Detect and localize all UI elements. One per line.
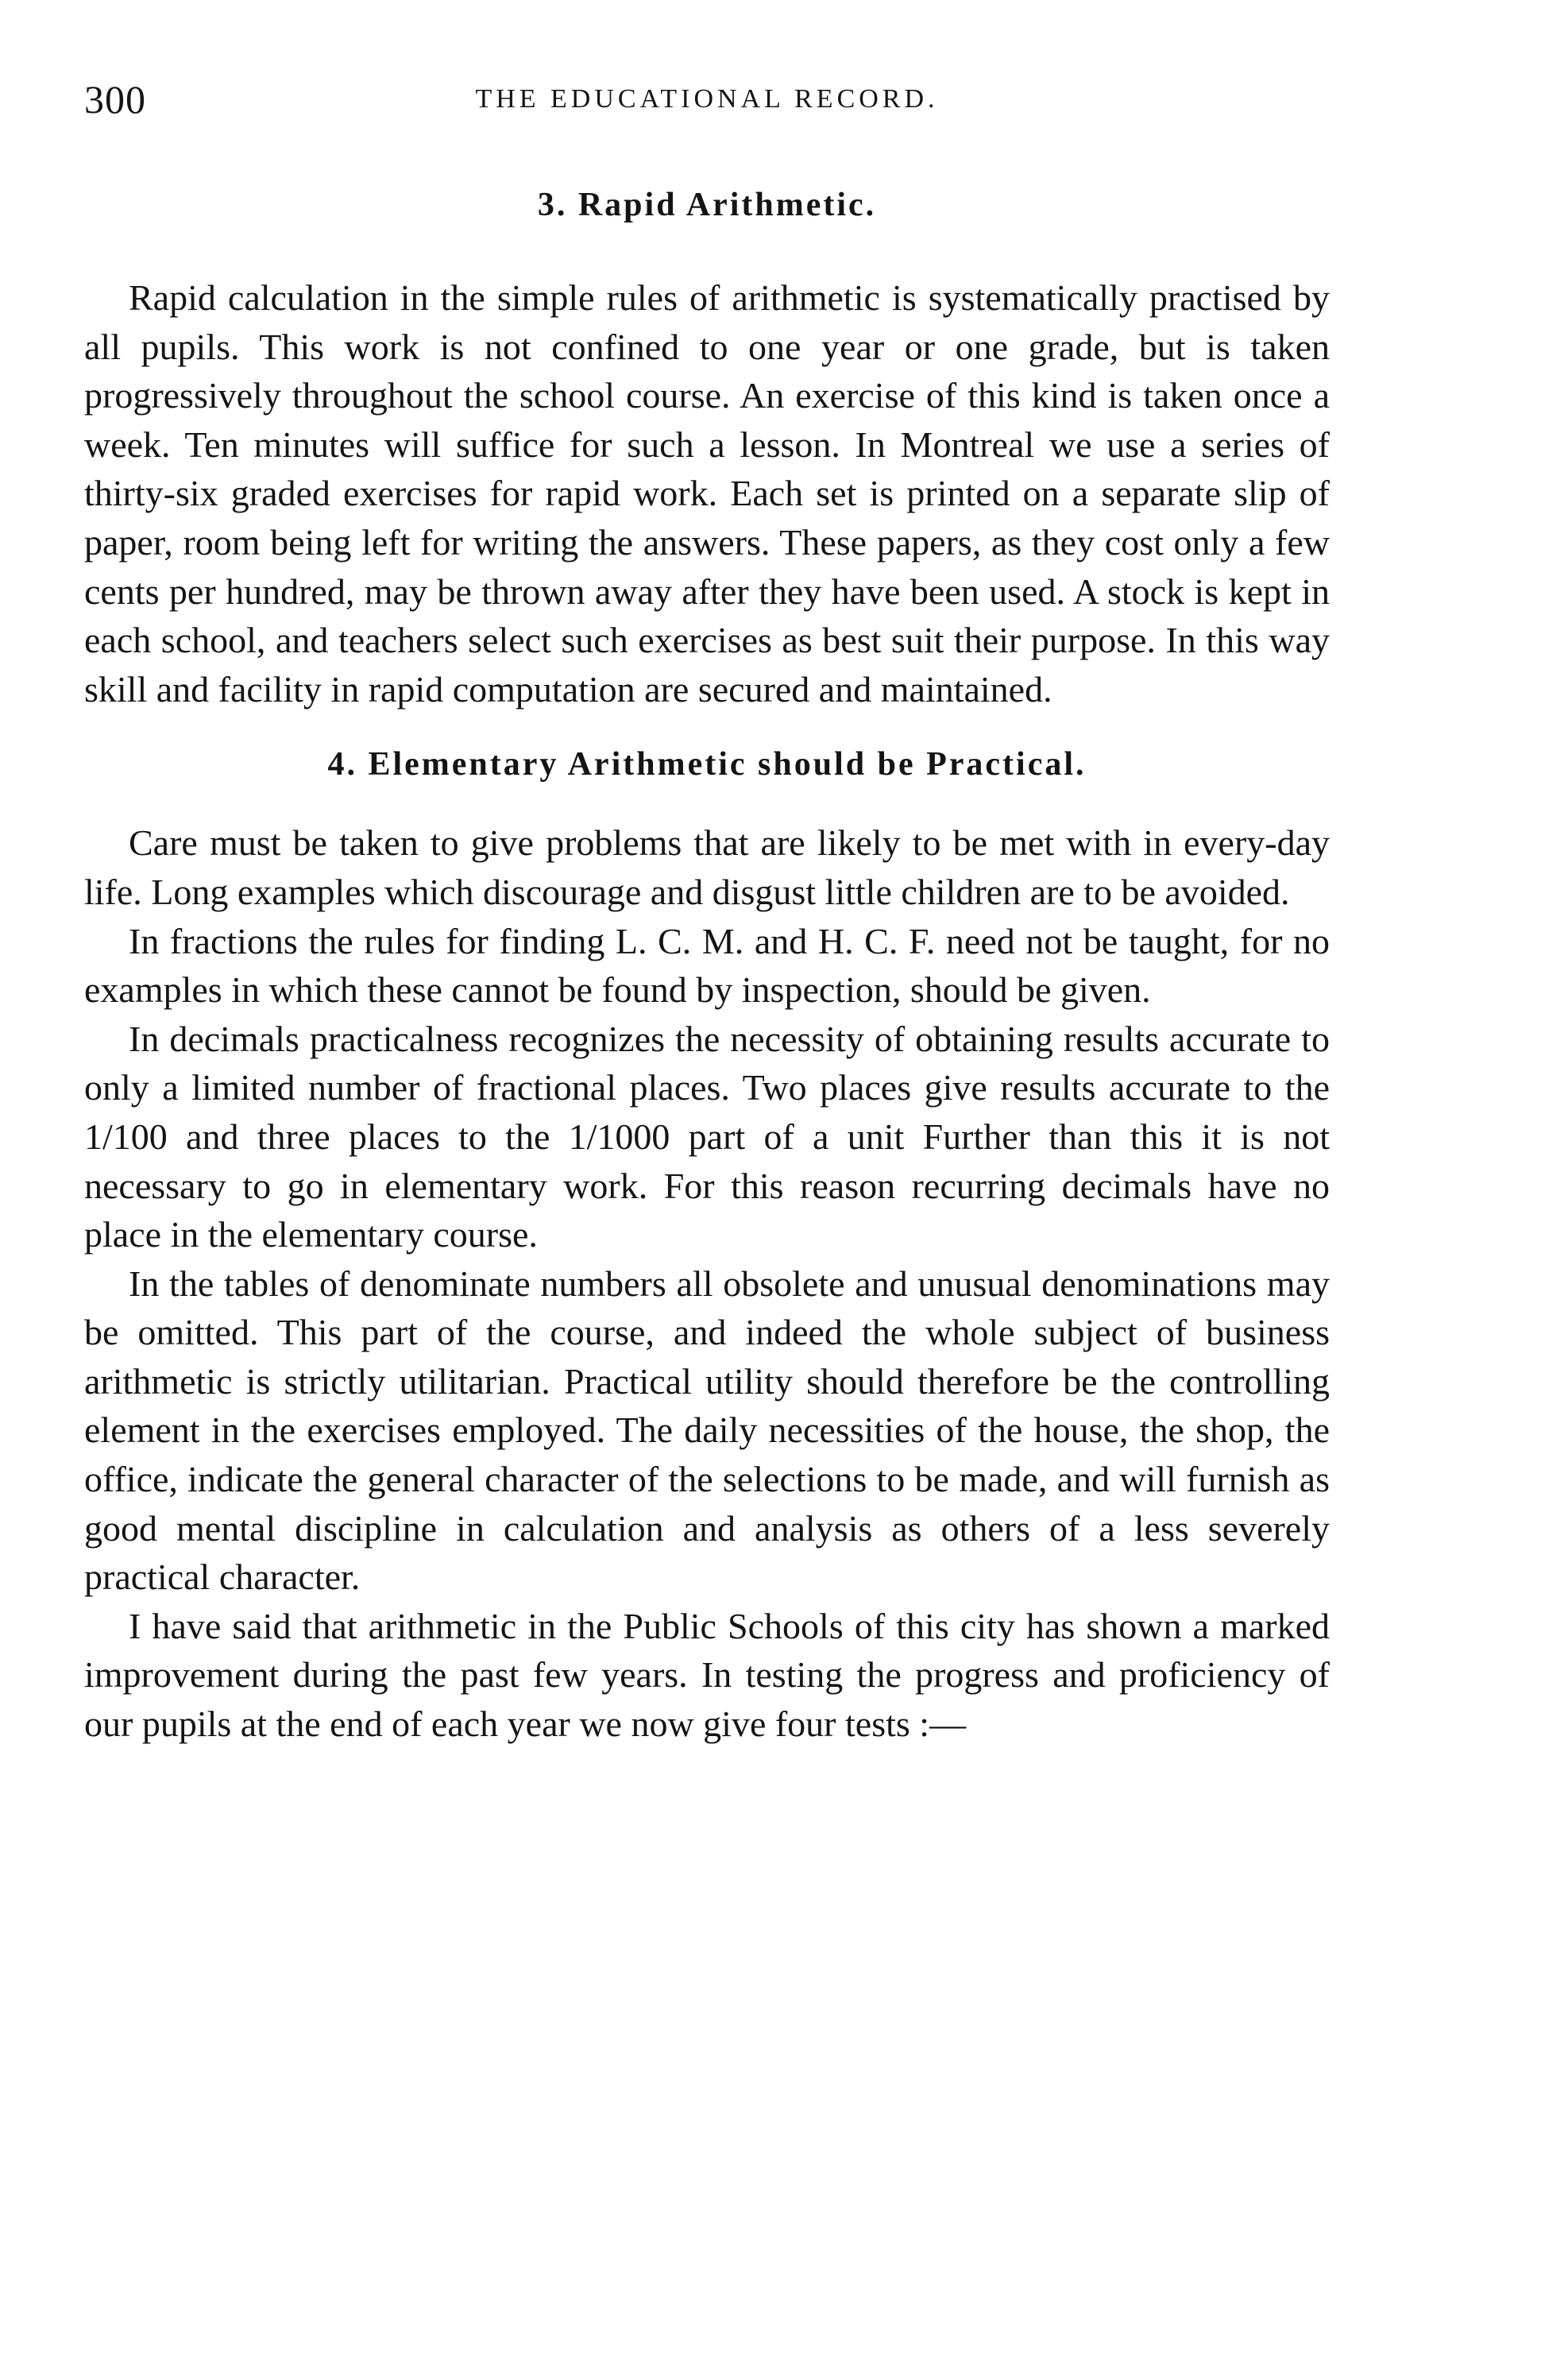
paragraph: In fractions the rules for finding L. C. M. and H. C. F. need not be taught, for no examples in which these cannot be found by inspection, should be given. (84, 920, 1330, 1011)
section-elementary-arithmetic (84, 745, 1330, 1748)
page-number: 300 (84, 77, 146, 122)
paragraph: Rapid calculation in the simple rules of arithmetic is systematically practised by all pupils. This work is not confined to one year or one grade, but is taken progressively throughout the school course. An exercise of this kind is taken once a week. Ten minutes will suffice for such a lesson. In Montreal we use a series of thirty-six graded exercises for rapid work. Each set is printed on a separate slip of paper, room being left for writing the answers. These papers, as they cost only a few cents per hundred, may be thrown away after they have been used. A stock is kept in each school, and teachers select such exercises as best suit their purpose. In this way skill and facility in rapid computation are secured and maintained. (84, 277, 1330, 710)
paragraph: I have said that arithmetic in the Public Schools of this city has shown a marked improvement during the past few years. In testing the progress and proficiency of our pupils at the end of each year we now give four tests :— (84, 1605, 1330, 1745)
paragraph: In the tables of denominate numbers all obsolete and unusual denominations may be omitted. This part of the course, and indeed the whole subject of business arithmetic is strictly utilitarian. Practical utility should therefore be the controlling element in the exercises employed. The daily necessities of the house, the shop, the office, indicate the general character of the selections to be made, and will furnish as good mental discipline in calculation and analysis as others of a less severely practical character. (84, 1263, 1330, 1598)
section-heading: 3. Rapid Arithmetic. (537, 187, 877, 223)
journal-title: THE EDUCATIONAL RECORD. (475, 84, 939, 114)
section-rapid-arithmetic (84, 186, 1330, 714)
section-heading: 4. Elementary Arithmetic should be Practical. (327, 746, 1087, 783)
running-head (84, 76, 1330, 132)
paragraph: In decimals practicalness recognizes the necessity of obtaining results accurate to only a limited number of fractional places. Two places give results accurate to the 1/100 and three places to the 1/1000 part of a unit Further than this it is not necessary to go in elementary work. For this reason recurring decimals have no place in the elementary course. (84, 1018, 1330, 1255)
paragraph: Care must be taken to give problems that are likely to be met with in every-day life. Long examples which discourage and disgust little children are to be avoided. (84, 822, 1330, 912)
